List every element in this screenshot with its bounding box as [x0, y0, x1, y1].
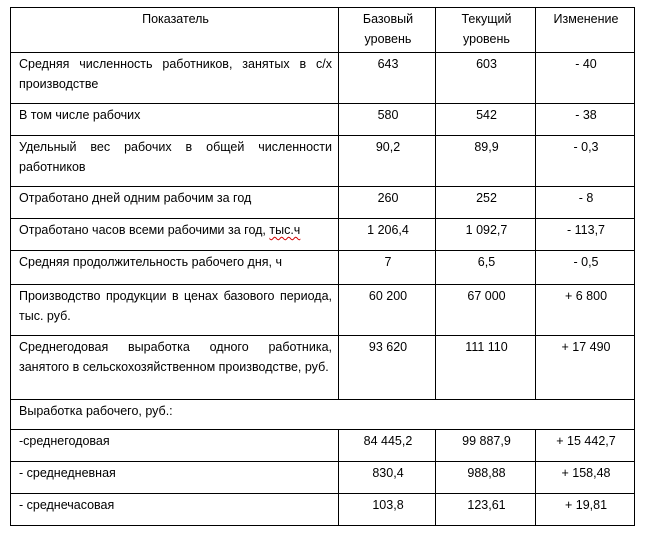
header-current-level: Текущий уровень	[436, 8, 536, 53]
row-change: + 15 442,7	[536, 430, 635, 462]
row-current: 542	[436, 104, 536, 136]
row-current: 111 110	[436, 336, 536, 400]
table-row	[11, 462, 635, 494]
row-label: Среднегодовая выработка одного работника, занятого в сельскохозяйственном производстве, руб.	[11, 336, 339, 400]
row-label: - среднедневная	[11, 462, 339, 494]
row-change: + 6 800	[536, 285, 635, 336]
row-change: - 113,7	[536, 219, 635, 251]
row-label-unit: тыс.ч	[269, 223, 301, 237]
row-label-text: Отработано часов всеми рабочими за год,	[19, 223, 270, 237]
table-row	[11, 430, 635, 462]
table-row	[11, 251, 635, 285]
row-base: 93 620	[339, 336, 436, 400]
row-change: - 0,3	[536, 136, 635, 187]
header-base-level: Базовый уровень	[339, 8, 436, 53]
row-base: 90,2	[339, 136, 436, 187]
row-base: 7	[339, 251, 436, 285]
row-label: Средняя продолжительность рабочего дня, ч	[11, 251, 339, 285]
row-base: 1 206,4	[339, 219, 436, 251]
row-label: Отработано дней одним рабочим за год	[11, 187, 339, 219]
table-row	[11, 494, 635, 526]
row-change: + 158,48	[536, 462, 635, 494]
indicators-table-container	[10, 7, 634, 526]
row-base: 830,4	[339, 462, 436, 494]
row-change: - 8	[536, 187, 635, 219]
row-label: Производство продукции в ценах базового периода, тыс. руб.	[11, 285, 339, 336]
table-row	[11, 136, 635, 187]
table-row	[11, 187, 635, 219]
row-base: 580	[339, 104, 436, 136]
row-label: В том числе рабочих	[11, 104, 339, 136]
row-base: 84 445,2	[339, 430, 436, 462]
section-label: Выработка рабочего, руб.:	[11, 400, 635, 430]
table-row	[11, 285, 635, 336]
row-change: - 40	[536, 53, 635, 104]
row-label: - среднечасовая	[11, 494, 339, 526]
row-base: 60 200	[339, 285, 436, 336]
row-current: 1 092,7	[436, 219, 536, 251]
row-change: - 0,5	[536, 251, 635, 285]
row-base: 103,8	[339, 494, 436, 526]
table-row	[11, 53, 635, 104]
row-change: - 38	[536, 104, 635, 136]
row-label: Средняя численность работников, занятых в с/х производстве	[11, 53, 339, 104]
table-row	[11, 104, 635, 136]
table-row	[11, 336, 635, 400]
row-current: 89,9	[436, 136, 536, 187]
row-current: 603	[436, 53, 536, 104]
header-indicator: Показатель	[11, 8, 339, 53]
row-current: 6,5	[436, 251, 536, 285]
row-label: -среднегодовая	[11, 430, 339, 462]
row-current: 67 000	[436, 285, 536, 336]
row-current: 252	[436, 187, 536, 219]
row-change: + 19,81	[536, 494, 635, 526]
table-row-section	[11, 400, 635, 430]
header-change: Изменение	[536, 8, 635, 53]
row-label	[11, 219, 339, 251]
row-current: 123,61	[436, 494, 536, 526]
table-row	[11, 219, 635, 251]
row-label: Удельный вес рабочих в общей численности работников	[11, 136, 339, 187]
indicators-table	[10, 7, 635, 526]
row-base: 643	[339, 53, 436, 104]
row-change: + 17 490	[536, 336, 635, 400]
row-current: 99 887,9	[436, 430, 536, 462]
row-base: 260	[339, 187, 436, 219]
row-current: 988,88	[436, 462, 536, 494]
table-header-row	[11, 8, 635, 53]
